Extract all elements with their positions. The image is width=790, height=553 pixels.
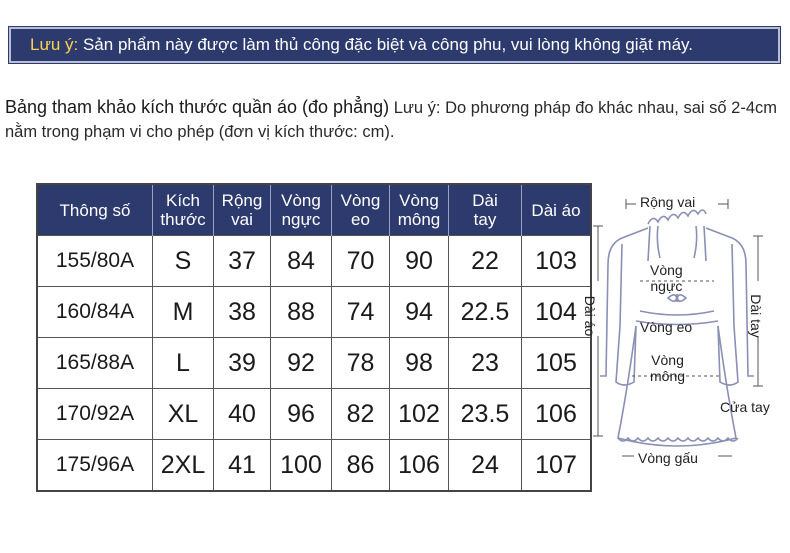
cell-length: 107 <box>522 440 592 492</box>
header-length: Dài áo <box>522 184 592 236</box>
notice-lead: Lưu ý: <box>30 35 79 54</box>
cell-waist: 78 <box>332 338 390 389</box>
notice-banner <box>9 27 780 63</box>
table-row <box>37 287 591 338</box>
cell-shoulder: 40 <box>214 389 271 440</box>
cell-size: L <box>153 338 214 389</box>
cell-sleeve: 23 <box>449 338 522 389</box>
cell-sleeve: 24 <box>449 440 522 492</box>
size-description <box>5 95 785 144</box>
label-chest: Vòng ngực <box>650 262 683 294</box>
cell-shoulder: 37 <box>214 236 271 287</box>
cell-length: 106 <box>522 389 592 440</box>
cell-waist: 74 <box>332 287 390 338</box>
table-row <box>37 236 591 287</box>
header-waist: Vòng eo <box>332 184 390 236</box>
label-shoulder: Rộng vai <box>640 194 696 210</box>
cell-shoulder: 39 <box>214 338 271 389</box>
cell-shoulder: 38 <box>214 287 271 338</box>
cell-size: M <box>153 287 214 338</box>
header-spec: Thông số <box>37 184 153 236</box>
size-table <box>36 183 592 492</box>
cell-hip: 102 <box>390 389 449 440</box>
cell-shoulder: 41 <box>214 440 271 492</box>
cell-size: 2XL <box>153 440 214 492</box>
cell-chest: 84 <box>271 236 332 287</box>
table-row <box>37 389 591 440</box>
cell-spec: 155/80A <box>37 236 153 287</box>
size-table-note: Lưu ý: Do phương pháp đo khác nhau, sai số 2-4cm nằm trong phạm vi cho phép (đơn vị kích thước: cm). <box>5 99 777 141</box>
table-row <box>37 440 591 492</box>
cell-hip: 98 <box>390 338 449 389</box>
cell-hip: 94 <box>390 287 449 338</box>
cell-waist: 82 <box>332 389 390 440</box>
cell-length: 105 <box>522 338 592 389</box>
label-hip: Vòng mông <box>650 352 686 384</box>
cell-waist: 70 <box>332 236 390 287</box>
notice-text: Sản phẩm này được làm thủ công đặc biệt và công phu, vui lòng không giặt máy. <box>78 35 693 54</box>
cell-chest: 96 <box>271 389 332 440</box>
size-table-title: Bảng tham khảo kích thước quần áo (đo phẳng) <box>5 97 390 117</box>
cell-size: S <box>153 236 214 287</box>
table-row <box>37 338 591 389</box>
label-hem: Vòng gấu <box>638 450 698 466</box>
header-hip: Vòng mông <box>390 184 449 236</box>
cell-spec: 175/96A <box>37 440 153 492</box>
cell-spec: 160/84A <box>37 287 153 338</box>
cell-chest: 100 <box>271 440 332 492</box>
cell-hip: 90 <box>390 236 449 287</box>
header-size: Kích thước <box>153 184 214 236</box>
cell-waist: 86 <box>332 440 390 492</box>
cell-sleeve: 22.5 <box>449 287 522 338</box>
cell-size: XL <box>153 389 214 440</box>
header-chest: Vòng ngực <box>271 184 332 236</box>
size-table-header <box>37 184 591 236</box>
cell-sleeve: 22 <box>449 236 522 287</box>
measurement-diagram <box>578 186 788 476</box>
header-shoulder: Rộng vai <box>214 184 271 236</box>
cell-spec: 170/92A <box>37 389 153 440</box>
cell-length: 103 <box>522 236 592 287</box>
cell-chest: 92 <box>271 338 332 389</box>
cell-hip: 106 <box>390 440 449 492</box>
cell-sleeve: 23.5 <box>449 389 522 440</box>
cell-spec: 165/88A <box>37 338 153 389</box>
label-sleeve: Dài tay <box>747 294 764 338</box>
cell-chest: 88 <box>271 287 332 338</box>
label-waist: Vòng eo <box>640 319 693 335</box>
header-sleeve: Dài tay <box>449 184 522 236</box>
label-cuff: Cửa tay <box>720 399 770 415</box>
label-length: Dài áo <box>582 295 599 337</box>
cell-length: 104 <box>522 287 592 338</box>
